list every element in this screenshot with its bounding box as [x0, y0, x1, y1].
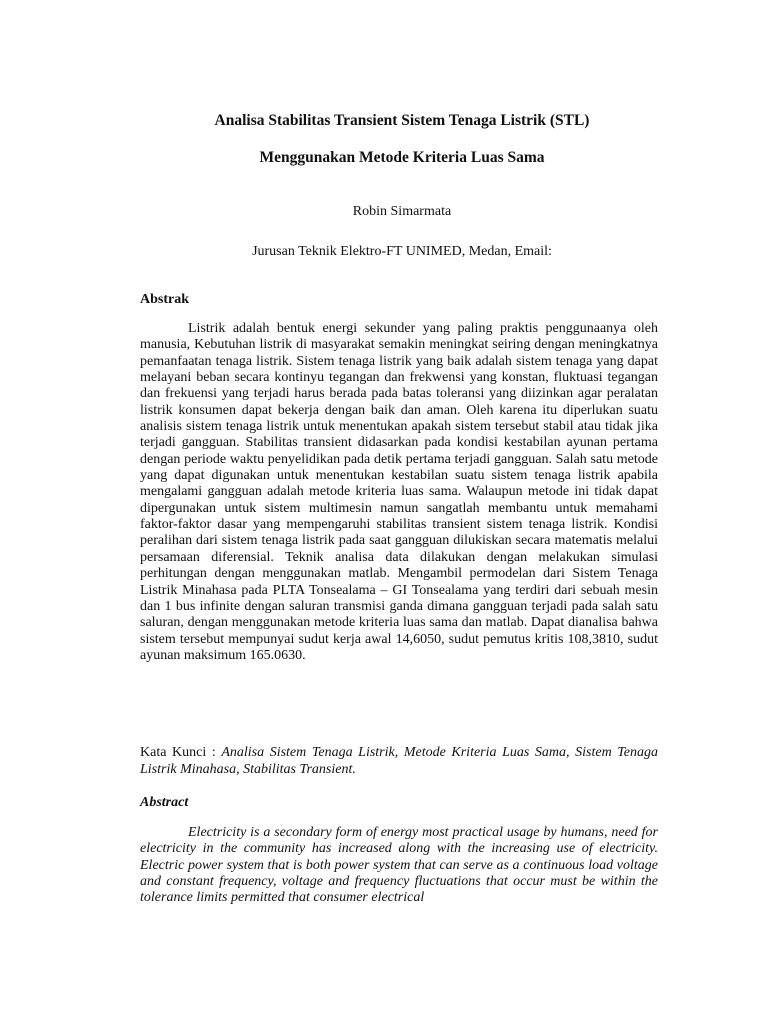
- keywords-line: [140, 745, 658, 778]
- keywords-values: Analisa Sistem Tenaga Listrik, Metode Kriteria Luas Sama, Sistem Tenaga Listrik Minahasa, Stabilitas Transient.: [140, 745, 659, 777]
- keywords-label: Kata Kunci :: [140, 745, 222, 760]
- abstract-body: Electricity is a secondary form of energy most practical usage by humans, need for electricity in the community has increased along with the increasing use of electricity. Electric power system that is both power system that can serve as a continuous load voltage and constant frequency, voltage and frequency fluctuations that occur must be within the tolerance limits permitted that consumer electrical: [140, 825, 658, 906]
- abstrak-heading: Abstrak: [140, 292, 190, 307]
- author-affiliation: Jurusan Teknik Elektro-FT UNIMED, Medan, Email:: [252, 244, 552, 259]
- paper-title-line-2: Menggunakan Metode Kriteria Luas Sama: [259, 149, 545, 166]
- author-name: Robin Simarmata: [352, 204, 452, 219]
- abstrak-body: Listrik adalah bentuk energi sekunder yang paling praktis penggunaanya oleh manusia, Kebutuhan listrik di masyarakat semakin meningkat seiring dengan meningkatnya pemanfaatan tenaga listrik. Sistem tenaga listrik yang baik adalah sistem tenaga yang dapat melayani beban secara kontinyu tegangan dan frekwensi yang konstan, fluktuasi tegangan dan frekuensi yang terjadi harus berada pada batas toleransi yang diizinkan agar peralatan listrik konsumen dapat bekerja dengan baik dan aman. Oleh karena itu diperlukan suatu analisis sistem tenaga listrik untuk menentukan apakah sistem tersebut stabil atau tidak jika terjadi gangguan. Stabilitas transient didasarkan pada kondisi kestabilan ayunan pertama dengan periode waktu penyelidikan pada detik pertama terjadi gangguan. Salah satu metode yang dapat digunakan untuk menentukan kestabilan suatu sistem tenaga listrik apabila mengalami gangguan adalah metode kriteria luas sama. Walaupun metode ini tidak dapat dipergunakan untuk sistem multimesin namun sangatlah membantu untuk memahami faktor-faktor dasar yang mempengaruhi stabilitas transient sistem tenaga listrik. Kondisi peralihan dari sistem tenaga listrik pada saat gangguan dilukiskan secara matematis melalui persamaan diferensial. Teknik analisa data dilakukan dengan melakukan simulasi perhitungan dengan menggunakan matlab. Mengambil permodelan dari Sistem Tenaga Listrik Minahasa pada PLTA Tonsealama – GI Tonsealama yang terdiri dari sebuah mesin dan 1 bus infinite dengan saluran transmisi ganda dimana gangguan terjadi pada salah satu saluran, dengan menggunakan metode kriteria luas sama dan matlab. Dapat dianalisa bahwa sistem tersebut mempunyai sudut kerja awal 14,6050, sudut pemutus kritis 108,3810, sudut ayunan maksimum 165.0630.: [140, 321, 658, 663]
- abstract-heading: Abstract: [140, 795, 189, 810]
- paper-title-line-1: Analisa Stabilitas Transient Sistem Tenaga Listrik (STL): [214, 112, 590, 129]
